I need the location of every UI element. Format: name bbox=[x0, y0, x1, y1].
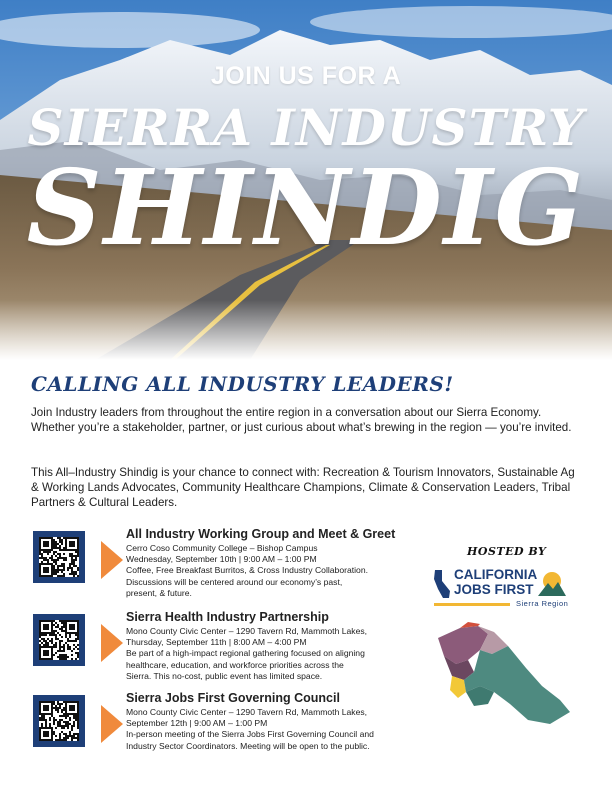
california-shape-icon bbox=[432, 569, 452, 599]
event-when: Wednesday, September 10th | 9:00 AM – 1:00 PM bbox=[126, 554, 317, 565]
event-title: Sierra Health Industry Partnership bbox=[126, 610, 329, 624]
event-description: Discussions will be centered around our economy’s past, bbox=[126, 576, 343, 587]
arrow-right-icon bbox=[101, 624, 123, 662]
intro-heading: CALLING ALL INDUSTRY LEADERS! bbox=[31, 372, 454, 396]
event-title: All Industry Working Group and Meet & Greet bbox=[126, 527, 396, 541]
event-description: Sierra. This no-cost, public event has limited space. bbox=[126, 670, 323, 681]
event-when: Thursday, September 11th | 8:00 AM – 4:00 PM bbox=[126, 637, 307, 648]
qr-code-icon[interactable] bbox=[33, 531, 85, 583]
event-when: September 12th | 9:00 AM – 1:00 PM bbox=[126, 718, 268, 729]
hero-banner bbox=[0, 0, 612, 360]
sun-mountain-icon bbox=[538, 570, 566, 596]
arrow-right-icon bbox=[101, 541, 123, 579]
hero-title-line1: SIERRA INDUSTRY bbox=[27, 98, 585, 157]
intro-paragraph-2: This All–Industry Shindig is your chance to connect with: Recreation & Tourism Innovators, Sustainable Ag & Working Lands Advocates, Community Healthcare Champions, Climate & Conservation Leaders, Tribal Partners & Cultural Leaders. bbox=[31, 466, 575, 509]
event-description: Be part of a high-impact regional gathering focused on aligning bbox=[126, 648, 365, 659]
event-description: In-person meeting of the Sierra Jobs First Governing Council and bbox=[126, 729, 374, 740]
event-location: Cerro Coso Community College – Bishop Campus bbox=[126, 543, 318, 553]
qr-code-icon[interactable] bbox=[33, 614, 85, 666]
intro-paragraph-1: Join Industry leaders from throughout the entire region in a conversation about our Sierra Economy. Whether you’re a stakeholder, partner, or just curious about what’s brewing in the region — you’re invited. bbox=[31, 406, 572, 434]
hero-kicker: JOIN US FOR A bbox=[210, 62, 402, 90]
event-description: present, & future. bbox=[126, 587, 192, 598]
event-location: Mono County Civic Center – 1290 Tavern Rd, Mammoth Lakes, bbox=[126, 626, 368, 636]
qr-code-icon[interactable] bbox=[33, 695, 85, 747]
region-map bbox=[430, 620, 580, 730]
event-description: Coffee, Free Breakfast Burritos, & Cross Industry Collaboration. bbox=[126, 565, 369, 576]
event-description: healthcare, education, and workforce priorities across the bbox=[126, 659, 344, 670]
california-jobs-first-logo bbox=[432, 567, 572, 615]
logo-line-1: CALIFORNIA bbox=[454, 567, 538, 582]
hero-title-line2: SHINDIG bbox=[26, 146, 586, 269]
event-description: Industry Sector Coordinators. Meeting will be open to the public. bbox=[126, 740, 370, 751]
arrow-right-icon bbox=[101, 705, 123, 743]
event-location: Mono County Civic Center – 1290 Tavern Rd, Mammoth Lakes, bbox=[126, 707, 368, 717]
logo-divider bbox=[434, 603, 510, 606]
hosted-by-label: HOSTED BY bbox=[467, 545, 547, 558]
logo-line-2: JOBS FIRST bbox=[454, 582, 534, 597]
event-title: Sierra Jobs First Governing Council bbox=[126, 691, 340, 705]
logo-region: Sierra Region bbox=[516, 599, 569, 608]
